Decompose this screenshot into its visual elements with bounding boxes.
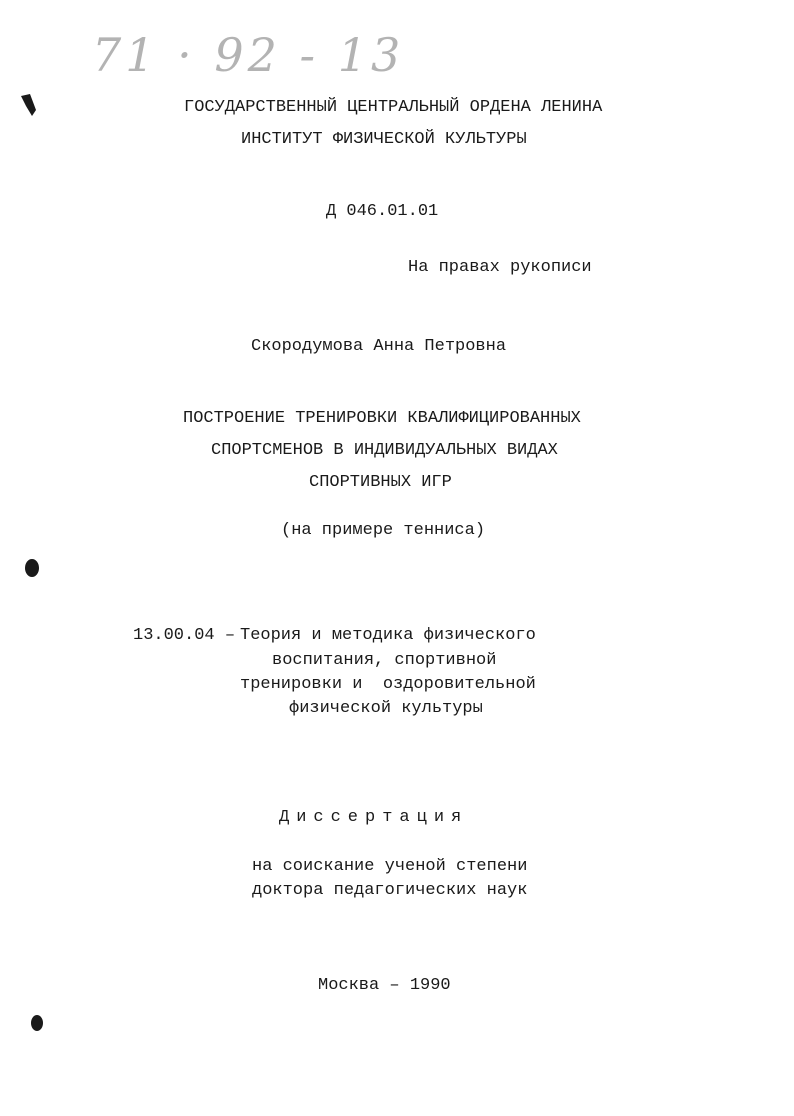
- title-line-3: СПОРТИВНЫХ ИГР: [309, 473, 452, 492]
- specialty-line-2: воспитания, спортивной: [272, 651, 497, 670]
- document-type: Диссертация: [279, 808, 469, 827]
- title-subtitle: (на примере тенниса): [281, 521, 486, 540]
- title-line-1: ПОСТРОЕНИЕ ТРЕНИРОВКИ КВАЛИФИЦИРОВАННЫХ: [183, 409, 581, 428]
- institution-line-2: ИНСТИТУТ ФИЗИЧЕСКОЙ КУЛЬТУРЫ: [241, 130, 527, 149]
- archive-handwritten-mark: 71 · 92 - 13: [92, 28, 405, 82]
- institution-line-1: ГОСУДАРСТВЕННЫЙ ЦЕНТРАЛЬНЫЙ ОРДЕНА ЛЕНИНА: [184, 98, 603, 117]
- city-year: Москва – 1990: [318, 976, 451, 995]
- specialty-line-4: физической культуры: [289, 699, 483, 718]
- specialty-code: 13.00.04 –: [133, 626, 236, 645]
- author-name: Скородумова Анна Петровна: [251, 337, 507, 356]
- degree-line-1: на соискание ученой степени: [252, 857, 528, 876]
- title-line-2: СПОРТСМЕНОВ В ИНДИВИДУАЛЬНЫХ ВИДАХ: [211, 441, 558, 460]
- punch-mark-middle: [22, 556, 42, 580]
- degree-line-2: доктора педагогических наук: [252, 881, 528, 900]
- council-code: Д 046.01.01: [326, 202, 439, 221]
- specialty-line-3: тренировки и оздоровительной: [240, 675, 536, 694]
- punch-mark-bottom: [28, 1012, 46, 1034]
- punch-mark-top: [18, 92, 40, 118]
- manuscript-rights: На правах рукописи: [408, 258, 592, 277]
- specialty-line-1: Теория и методика физического: [240, 626, 536, 645]
